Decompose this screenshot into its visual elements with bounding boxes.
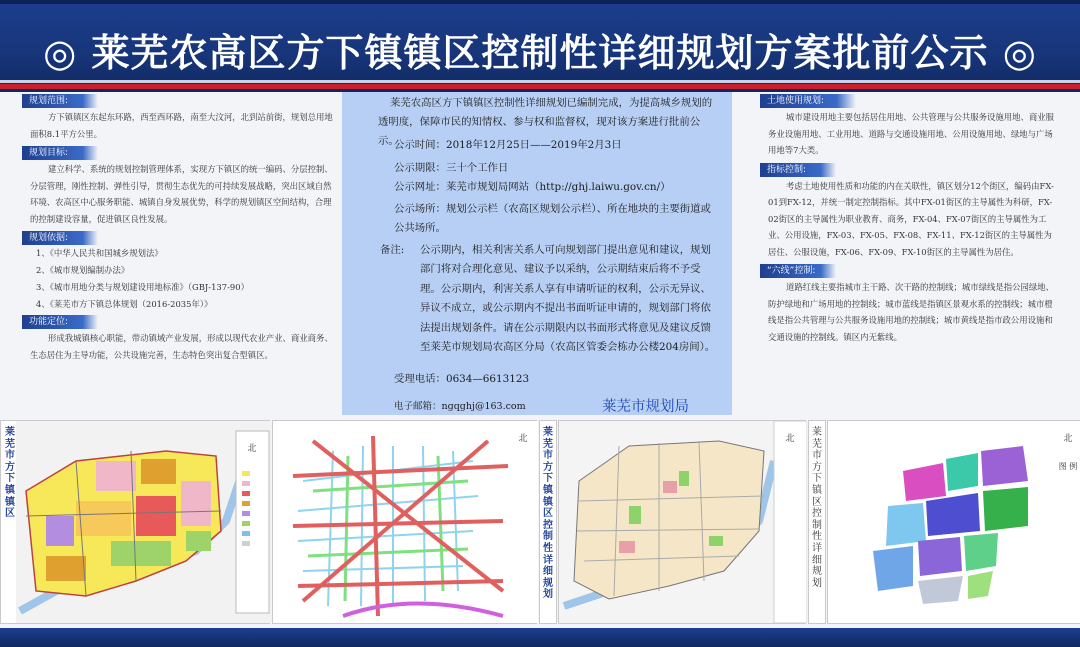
map4-compass: 北	[1063, 434, 1073, 444]
phone-value: 0634—6613123	[445, 373, 530, 385]
landuse-text: 城市建设用地主要包括居住用地、公共管理与公共服务设施用地、商业服务业设施用地、工业用地、道路与交通设施用地、公用设施用地、绿地与广场用地等7大类。	[768, 112, 1054, 155]
right-column	[760, 92, 1058, 404]
sixlines-text: 道路红线主要指城市主干路、次干路的控制线；城市绿线是指公园绿地、防护绿地和广场用地的控制线；城市蓝线是指镇区景观水系的控制线；城市橙线是指公共管理与公共服务设施用地的控制线；城市黄线是指市政公用设施和交通设施的控制线。镇区内无紫线。	[768, 282, 1054, 342]
notice-row-value: 三十个工作日	[445, 162, 509, 174]
position-heading: 功能定位:	[22, 315, 98, 329]
map1-vertical-title: 莱芜市方下镇镇区	[5, 427, 15, 520]
scope-text: 方下镇镇区东起东环路，西至西环路，南至大汶河，北到站前街，规划总用地面积8.1平方公里。	[30, 112, 333, 139]
notice-row-value: 2018年12月25日——2019年2月3日	[445, 139, 622, 151]
map1-compass: 北	[247, 444, 257, 454]
remark-text: 公示期内，相关利害关系人可向规划部门提出意见和建议，规划部门将对合理化意见、建议予以采纳，公示期结束后将不予受理。公示期内，利害关系人享有申请听证的权利，公示无异议、异议不成立，或公示期内不提出书面听证申请的，规划部门将依法提出规划条件。请在公示期限内以书面形式将意见及建议反馈至莱芜市规划局农高区分局（农高区管委会栋办公楼204房间）。	[420, 244, 716, 354]
basis-item: 1、《中华人民共和国城乡规划法》	[36, 248, 163, 258]
map2-compass: 北	[518, 434, 528, 444]
left-column	[22, 92, 340, 404]
notice-row-label: 公示时间：	[394, 139, 446, 151]
map3-compass: 北	[785, 434, 795, 444]
notice-row-place	[394, 200, 714, 238]
map-detail	[558, 420, 806, 624]
basis-item: 3、《城市用地分类与规划建设用地标准》（GBJ-137-90）	[36, 282, 249, 292]
map-zoning-graphic	[828, 421, 1080, 623]
page-title: ◎ 莱芜农高区方下镇镇区控制性详细规划方案批前公示 ◎	[43, 30, 1037, 75]
map-landuse-graphic	[16, 421, 271, 623]
notice-row-label: 公示场所：	[394, 203, 446, 215]
map4-title-strip	[808, 420, 826, 624]
notice-phone	[394, 370, 529, 389]
map4-legend-label: 图 例	[1058, 462, 1078, 471]
notice-row-period	[394, 159, 508, 178]
footer-bar	[0, 628, 1080, 647]
basis-item: 2、《城市规划编制办法》	[36, 265, 130, 275]
basis-heading: 规划依据:	[22, 231, 98, 245]
notice-row-website	[394, 178, 671, 197]
map4-vertical-title: 莱芜市方下镇区控制性详细规划	[812, 427, 822, 589]
map-detail-graphic	[559, 421, 807, 623]
email-value[interactable]: ngqghj@163.com	[441, 401, 526, 412]
control-text: 考虑土地使用性质和功能的内在关联性，镇区划分12个街区，编码由FX-01到FX-12，并统一制定控制指标。其中FX-01街区的主导属性为科研，FX-02街区的主导属性为职业教育、商务，FX-04、FX-07街区的主导属性为工业、公用设施，FX-03、FX-05、FX-08、FX-11、FX-12街区的主导属性为居住、公服设施，FX-06、FX-09、FX-10街区的主导属性为居住。	[768, 180, 1054, 257]
notice-remark	[380, 241, 716, 357]
notice-email	[394, 397, 526, 416]
landuse-heading: 土地使用规划:	[760, 94, 856, 108]
map-roads	[272, 420, 537, 624]
phone-label: 受理电话：	[394, 373, 446, 385]
map-roads-graphic	[273, 421, 538, 623]
notice-row-label: 公示网址：	[394, 181, 446, 193]
sixlines-heading: “六线”控制:	[760, 264, 836, 278]
goal-heading: 规划目标:	[22, 146, 98, 160]
map-zoning	[827, 420, 1080, 624]
basis-item: 4、《莱芜市方下镇总体规划（2016-2035年）》	[36, 299, 213, 309]
notice-row-time	[394, 136, 622, 155]
header-banner	[0, 0, 1080, 92]
notice-row-value: 规划公示栏（农高区规划公示栏）、所在地块的主要街道或公共场所。	[394, 203, 711, 234]
email-label: 电子邮箱：	[394, 401, 442, 412]
scope-heading: 规划范围:	[22, 94, 98, 108]
goal-text: 建立科学、系统的规划控制管理体系，实现方下镇区的统一编码、分层控制、分层管理，刚性控制、弹性引导，贯彻生态优先的可持续发展战略，突出区域自然环境、农高区中心服务职能、城镇自身发展优势，科学的规划镇区空间结构，合理的控制建设容量，促进镇区良性发展。	[30, 164, 333, 224]
maps-row	[0, 420, 1080, 624]
notice-panel	[342, 92, 732, 415]
control-heading: 指标控制:	[760, 163, 836, 177]
notice-row-label: 公示期限：	[394, 162, 446, 174]
map3-vertical-title: 莱芜市方下镇镇区控制性详细规划	[543, 427, 553, 601]
notice-row-value[interactable]: 莱芜市规划局网站（http://ghj.laiwu.gov.cn/）	[445, 181, 671, 193]
position-text: 形成我城镇核心职能，带动镇域产业发展，形成以现代农业产业、商业商务、生态居住为主导功能，公共设施完善，生态特色突出复合型镇区。	[30, 333, 333, 360]
map-landuse	[0, 420, 270, 624]
remark-label: 备注:	[380, 244, 405, 256]
notice-lead: 莱芜农高区方下镇镇区控制性详细规划已编制完成，为提高城乡规划的透明度，保障市民的知情权、参与权和监督权，现对该方案进行批前公示。	[378, 97, 713, 147]
map3-title-strip	[539, 420, 557, 624]
notice-signature: 莱芜市规划局	[602, 399, 689, 415]
